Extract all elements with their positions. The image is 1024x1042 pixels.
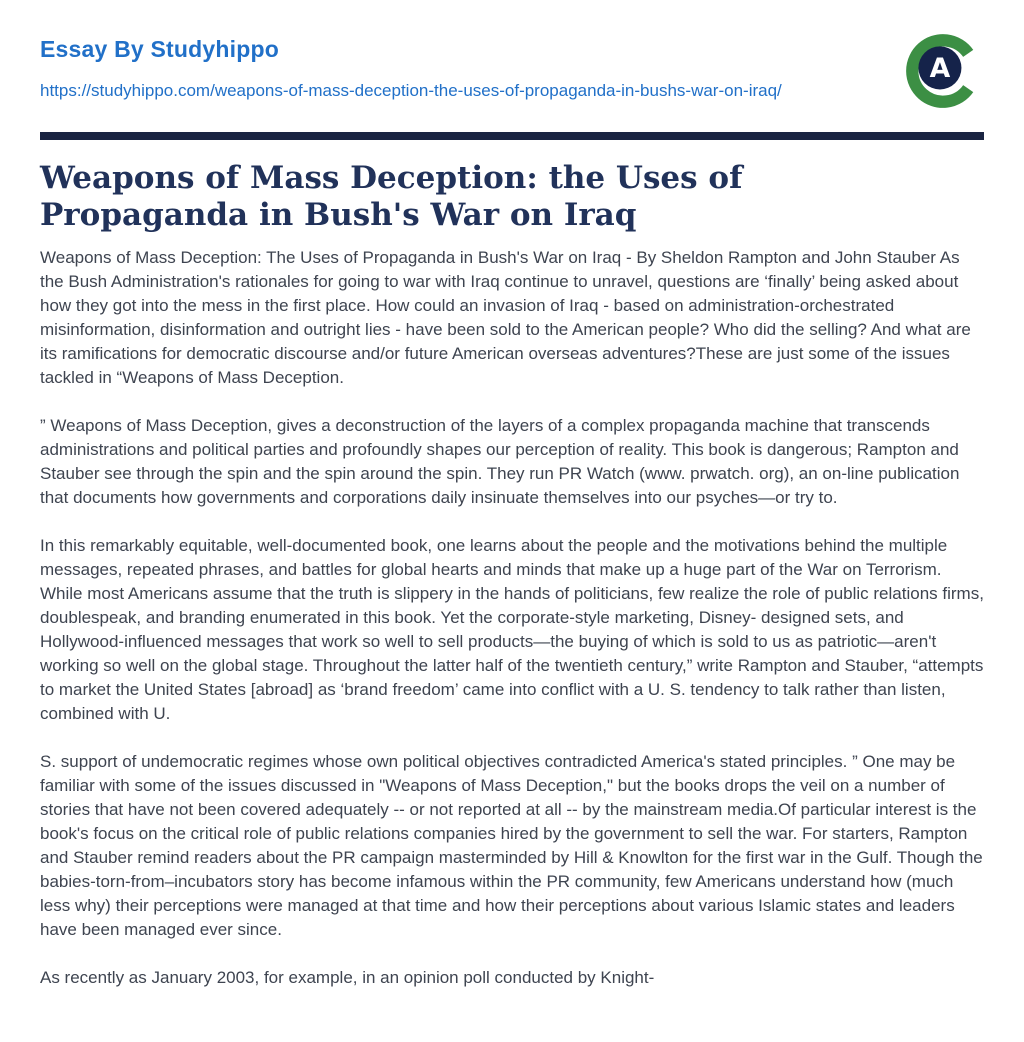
studyhippo-logo <box>902 30 984 116</box>
logo-letter: A <box>929 53 951 85</box>
article-paragraph-3: In this remarkably equitable, well-documented book, one learns about the people and the motivations behind the multiple messages, repeated phrases, and battles for global hearts and minds that make up a huge part of the War on Terrorism. While most Americans assume that the truth is slippery in the hands of politicians, few realize the role of public relations firms, doublespeak, and branding enumerated in this book. Yet the corporate-style marketing, Disney- designed sets, and Hollywood-influenced messages that work so well to sell products—the buying of which is sold to us as patriotic—aren't working so well on the global stage. Throughout the latter half of the twentieth century,” write Rampton and Stauber, “attempts to market the United States [abroad] as ‘brand freedom’ came into conflict with a U. S. tendency to talk rather than listen, combined with U. <box>40 536 984 723</box>
header-divider <box>40 132 984 140</box>
article-title: Weapons of Mass Deception: the Uses of Propaganda in Bush's War on Iraq <box>40 160 743 233</box>
article-paragraph-5: As recently as January 2003, for example, in an opinion poll conducted by Knight- <box>40 968 655 987</box>
header-text-block <box>40 36 782 104</box>
article-body <box>0 160 1024 990</box>
article-paragraph-4: S. support of undemocratic regimes whose own political objectives contradicted America's stated principles. ” One may be familiar with some of the issues discussed in "Weapons of Mass Deception," but the books drops the veil on a number of stories that have not been covered adequately -- or not reported at all -- by the mainstream media.Of particular interest is the book's focus on the critical role of public relations companies hired by the government to sell the war. For starters, Rampton and Stauber remind readers about the PR campaign masterminded by Hill & Knowlton for the first war in the Gulf. Though the babies-torn-from–incubators story has become infamous within the PR community, few Americans understand how (much less why) their perceptions were managed at that time and how their perceptions about various Islamic states and leaders have been managed ever since. <box>40 752 983 939</box>
article-paragraph-2: ” Weapons of Mass Deception, gives a deconstruction of the layers of a complex propaganda machine that transcends administrations and political parties and profoundly shapes our perception of reality. This book is dangerous; Rampton and Stauber see through the spin and the spin around the spin. They run PR Watch (www. prwatch. org), an on-line publication that documents how governments and corporations daily insinuate themselves into our psyches—or try to. <box>40 416 960 507</box>
byline: Essay By Studyhippo <box>40 36 279 62</box>
page-header <box>0 0 1024 116</box>
source-url-link[interactable]: https://studyhippo.com/weapons-of-mass-deception-the-uses-of-propaganda-in-bushs-war-on-iraq/ <box>40 81 782 100</box>
article-paragraph-1: Weapons of Mass Deception: The Uses of Propaganda in Bush's War on Iraq - By Sheldon Rampton and John Stauber As the Bush Administration's rationales for going to war with Iraq continue to unravel, questions are ‘finally’ being asked about how they got into the mess in the first place. How could an invasion of Iraq - based on administration-orchestrated misinformation, disinformation and outright lies - have been sold to the American people? Who did the selling? And what are its ramifications for democratic discourse and/or future American overseas adventures?These are just some of the issues tackled in “Weapons of Mass Deception. <box>40 248 971 387</box>
studyhippo-logo-icon <box>902 30 984 112</box>
